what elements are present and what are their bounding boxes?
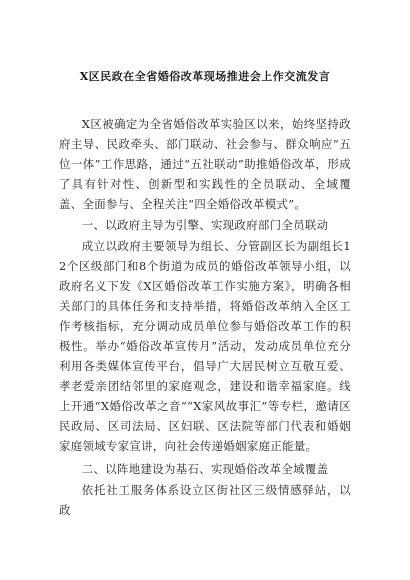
section-1-heading: 一、以政府主导为引擎、实现政府部门全员联动 xyxy=(81,218,329,232)
section-2-heading: 二、以阵地建设为基石、实现婚俗改革全域覆盖 xyxy=(81,462,329,476)
intro-paragraph: X区被确定为全省婚俗改革实验区以来，始终坚持政府主导、民政牵头、部门联动、社会参与、群众响应“五位一体”工作思路，通过“五社联动”助推婚俗改革，形成了具有针对性、创新型和实践性的全员联动、全域覆盖、全面参与、全程关注“四全婚俗改革模式”。 xyxy=(59,117,351,211)
document-title: X区民政在全省婚俗改革现场推进会上作交流发言 xyxy=(79,70,331,83)
section-2-paragraph: 依托社工服务体系设立区街社区三级情感驿站，以政 xyxy=(59,483,351,517)
section-1-paragraph: 成立以政府主要领导为组长、分管副区长为副组长12个区级部门和8个街道为成员的婚俗改革领导小组，以政府名义下发《X区婚俗改革工作实施方案》，明确各相关部门的具体任务和支持举措，将婚俗改革纳入全区工作考核指标，充分调动成员单位参与婚俗改革工作的积极性。举办“婚俗改革宣传月”活动，发动成员单位充分利用各类媒体宣传平台，倡导广大居民树立互敬互爱、孝老爱亲团结邻里的家庭观念，建设和谐幸福家庭。线上开通“X婚俗改革之音”“X家风故事汇”等专栏，邀请区民政局、区司法局、区妇联、区法院等部门代表和婚姻家庭领域专家宣讲，向社会传递婚姻家庭正能量。 xyxy=(59,239,351,453)
document-body xyxy=(59,114,351,520)
